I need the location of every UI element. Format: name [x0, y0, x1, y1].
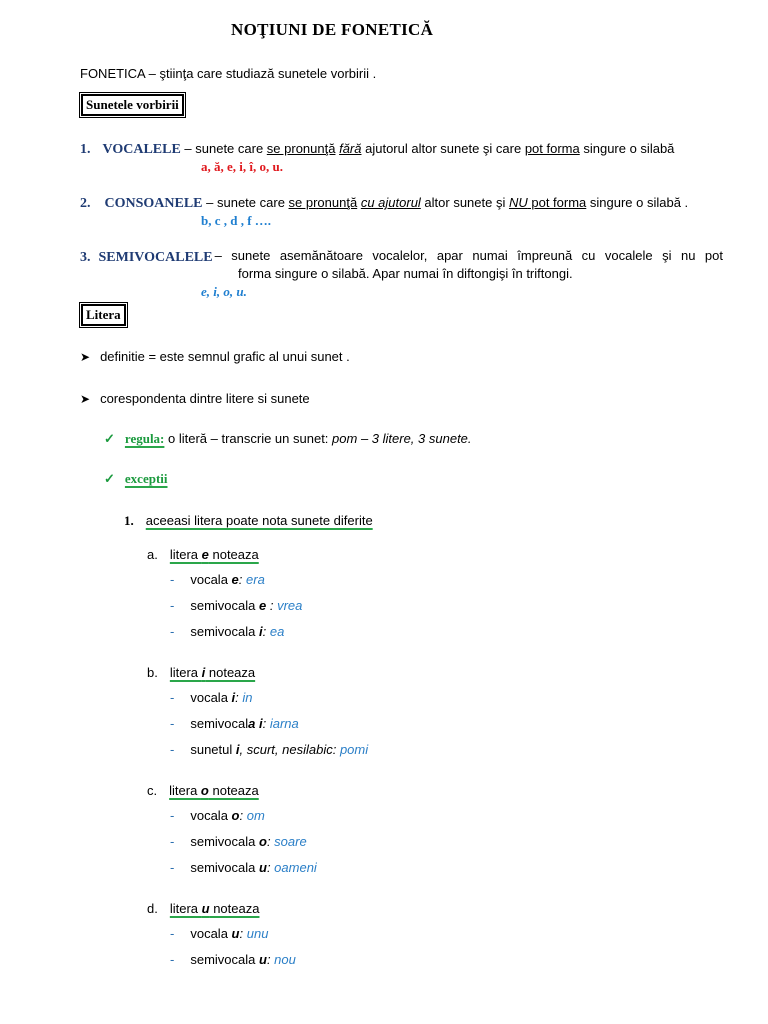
group-pre: litera	[169, 783, 201, 798]
group-d-item-2: - semivocala u: nou	[170, 952, 296, 967]
section-consoanele-examples: b, c , d , f ….	[201, 213, 272, 228]
rule-line	[104, 430, 472, 448]
section-text-post: singure o silabă	[579, 141, 675, 156]
group-b	[147, 664, 255, 682]
arrow-icon: ➤	[80, 350, 91, 364]
section-text-u2: pot forma	[524, 141, 580, 156]
group-c	[147, 782, 259, 800]
group-letter-value: o	[200, 783, 209, 798]
rule-example: pom – 3 litere, 3 sunete.	[332, 431, 472, 446]
group-b-item-2: - semivocala i: iarna	[170, 716, 299, 731]
exception-text: aceeasi litera poate nota sunete diferite	[145, 513, 373, 528]
group-c-item-2: - semivocala o: soare	[170, 834, 307, 849]
group-d-item-1: - vocala u: unu	[170, 926, 269, 941]
group-b-item-3: - sunetul i, scurt, nesilabic: pomi	[170, 742, 369, 757]
section-text-mid: ajutorul altor sunete şi care	[361, 141, 525, 156]
group-letter-value: i	[201, 665, 206, 680]
bullet-corespondenta	[80, 390, 310, 408]
group-post: noteaza	[205, 665, 256, 680]
section-text-pre: – sunete care	[202, 195, 289, 210]
section-box-litera-label: Litera	[86, 307, 121, 322]
section-text-u1b: fără	[339, 141, 362, 156]
exceptions-label: exceptii	[124, 471, 168, 486]
group-letter: d.	[147, 901, 158, 916]
section-number: 3.	[80, 250, 91, 265]
section-text-u1: se pronunţă	[288, 195, 358, 210]
arrow-icon: ➤	[80, 392, 91, 406]
section-box-litera	[81, 304, 126, 326]
group-pre: litera	[169, 665, 202, 680]
section-text-mid: altor sunete şi	[420, 195, 509, 210]
group-c-item-3: - semivocala u: oameni	[170, 860, 317, 875]
group-letter: b.	[147, 665, 158, 680]
bullet-text: corespondenta dintre litere si sunete	[100, 391, 310, 406]
exception-item-1	[124, 512, 373, 530]
rule-label: regula:	[124, 431, 165, 446]
group-c-item-1: - vocala o: om	[170, 808, 265, 823]
section-semivocalele-examples: e, i, o, u.	[201, 284, 247, 299]
group-pre: litera	[169, 901, 202, 916]
section-text-post2: pot forma	[527, 195, 587, 210]
section-term: SEMIVOCALELE	[98, 250, 213, 265]
group-post: noteaza	[209, 901, 260, 916]
section-number: 2.	[80, 196, 91, 211]
group-pre: litera	[169, 547, 202, 562]
rule-text: o literă – transcrie un sunet:	[164, 431, 333, 446]
section-vocalele-examples: a, ă, e, i, î, o, u.	[201, 159, 283, 174]
section-semivocalele-line2: forma singure o silabă. Apar numai în diftongişi în triftongi.	[238, 266, 573, 281]
group-a	[147, 546, 259, 564]
section-text-line1: – sunete asemănătoare vocalelor, apar numai împreună cu vocalele şi nu pot	[214, 248, 723, 263]
group-post: noteaza	[208, 547, 259, 562]
check-icon: ✓	[104, 431, 115, 446]
exception-number: 1.	[124, 513, 134, 528]
group-letter: a.	[147, 547, 158, 562]
section-text-post: singure o silabă .	[586, 195, 689, 210]
intro-text: FONETICA – ştiinţa care studiază sunetele vorbirii .	[80, 66, 377, 81]
section-semivocalele	[80, 248, 723, 266]
exceptions-line	[104, 470, 168, 488]
check-icon: ✓	[104, 471, 115, 486]
section-text-u1: se pronunţă	[266, 141, 336, 156]
group-letter-value: u	[201, 901, 210, 916]
group-a-item-1: - vocala e: era	[170, 572, 265, 587]
section-box-sunetele-label: Sunetele vorbirii	[86, 97, 179, 112]
bullet-definitie	[80, 348, 350, 366]
section-box-sunetele	[81, 94, 184, 116]
group-d	[147, 900, 259, 918]
bullet-text: definitie = este semnul grafic al unui sunet .	[100, 349, 350, 364]
section-number: 1.	[80, 142, 91, 157]
section-term: CONSOANELE	[104, 196, 203, 211]
section-vocalele	[80, 140, 674, 158]
section-text-u1b: cu ajutorul	[360, 195, 421, 210]
group-b-item-1: - vocala i: in	[170, 690, 253, 705]
group-letter: c.	[147, 783, 158, 798]
group-letter-value: e	[201, 547, 209, 562]
section-text-pre: – sunete care	[180, 141, 267, 156]
section-consoanele	[80, 194, 688, 212]
group-a-item-2: - semivocala e : vrea	[170, 598, 303, 613]
section-text-u2: NU	[508, 195, 528, 210]
section-term: VOCALELE	[102, 142, 181, 157]
group-a-item-3: - semivocala i: ea	[170, 624, 285, 639]
group-post: noteaza	[208, 783, 259, 798]
page-title: NOŢIUNI DE FONETICĂ	[231, 20, 434, 39]
